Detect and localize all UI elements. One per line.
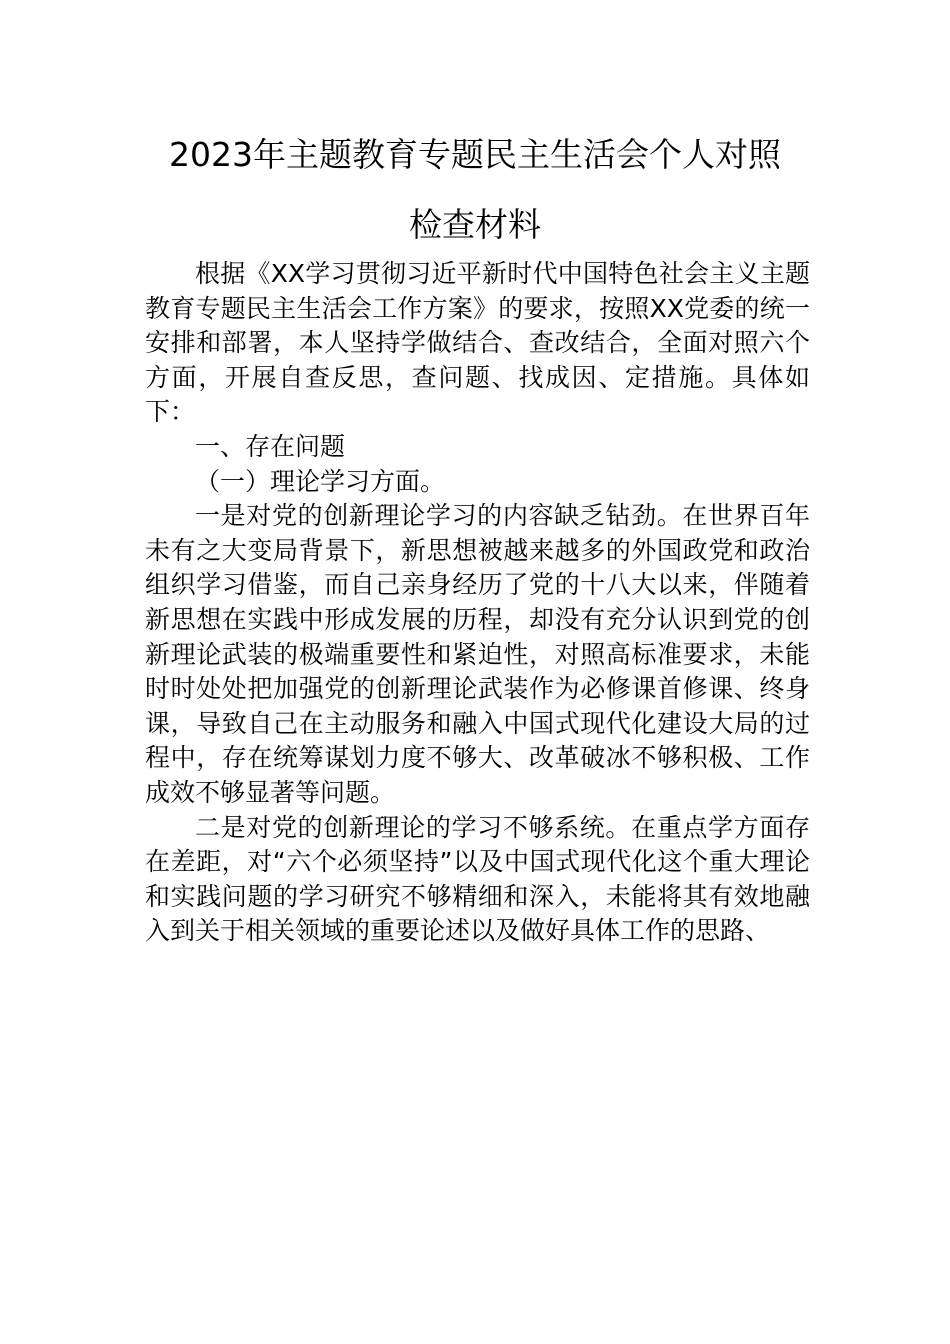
problem-paragraph-2: 二是对党的创新理论的学习不够系统。在重点学方面存在差距，对“六个必须坚持”以及中国式现代化这个重大理论和实践问题的学习研究不够精细和深入，未能将其有效地融入到关于相关领域的重要论述以及做好具体工作的思路、 [145, 812, 810, 946]
document-body [145, 257, 810, 949]
intro-paragraph: 根据《XX学习贯彻习近平新时代中国特色社会主义主题教育专题民主生活会工作方案》的要求，按照XX党委的统一安排和部署，本人坚持学做结合、查改结合，全面对照六个方面，开展自查反思，查问题、找成因、定措施。具体如下： [145, 259, 810, 427]
problem-paragraph-1: 一是对党的创新理论学习的内容缺乏钻劲。在世界百年未有之大变局背景下，新思想被越来越多的外国政党和政治组织学习借鉴，而自己亲身经历了党的十八大以来，伴随着新思想在实践中形成发展的历程，却没有充分认识到党的创新理论武装的极端重要性和紧迫性，对照高标准要求，未能时时处处把加强党的创新理论武装作为必修课首修课、终身课，导致自己在主动服务和融入中国式现代化建设大局的过程中，存在统筹谋划力度不够大、改革破冰不够积极、工作成效不够显著等问题。 [145, 501, 810, 807]
document-title-line-2: 检查材料 [409, 205, 541, 244]
document-title-line-1: 2023年主题教育专题民主生活会个人对照 [169, 135, 781, 174]
subsection-heading-theory-study: （一）理论学习方面。 [195, 466, 446, 496]
section-heading-problems: 一、存在问题 [195, 431, 346, 461]
